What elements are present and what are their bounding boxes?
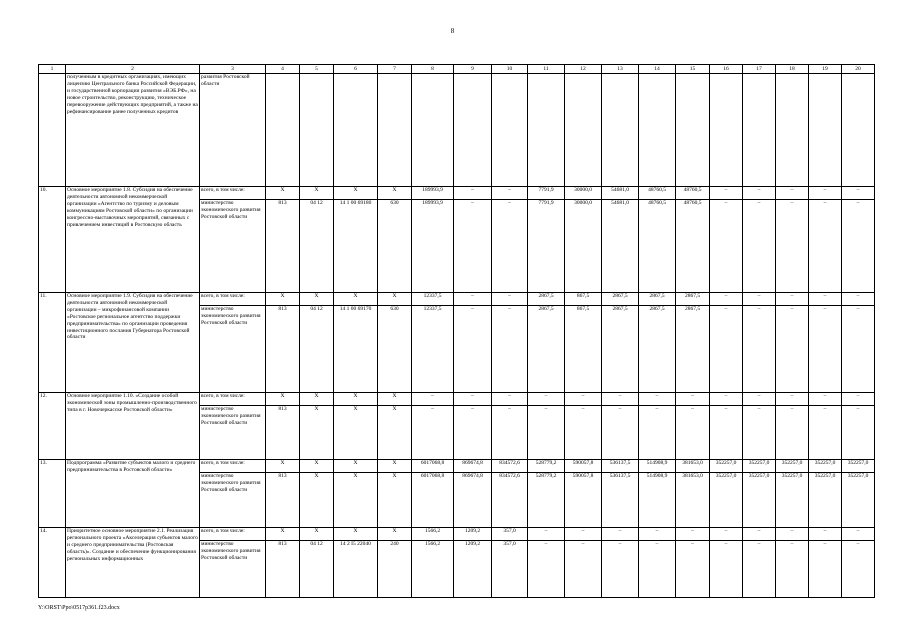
value-cell: X: [266, 393, 300, 406]
value-cell: –: [602, 406, 639, 460]
header-cell: 20: [842, 65, 875, 74]
value-cell: 2867,5: [676, 293, 710, 306]
value-cell: 630: [378, 200, 412, 293]
value-cell: –: [842, 406, 875, 460]
value-cell: 14 1 00 69170: [334, 306, 378, 393]
value-cell: –: [639, 541, 676, 598]
value-cell: X: [266, 187, 300, 200]
value-cell: –: [842, 393, 875, 406]
measure-name-cell: Основное мероприятие 1.10. «Создание особой экономической зоны промышленно-производственного типа в г. Новочеркасске Ростовской области»: [66, 393, 200, 460]
value-cell: 30000,0: [565, 187, 602, 200]
value-cell: X: [300, 473, 334, 528]
value-cell: 48760,5: [676, 200, 710, 293]
row-number-cell: 12.: [39, 393, 66, 460]
value-cell: X: [334, 293, 378, 306]
header-cell: 6: [334, 65, 378, 74]
value-cell: –: [776, 528, 809, 541]
value-cell: 813: [266, 200, 300, 293]
value-cell: 2867,5: [639, 293, 676, 306]
value-cell: –: [492, 406, 528, 460]
value-cell: [842, 74, 875, 187]
value-cell: –: [639, 406, 676, 460]
value-cell: 867,5: [565, 306, 602, 393]
value-cell: 528779,2: [528, 460, 565, 473]
table-row: [39, 393, 875, 406]
header-cell: 8: [412, 65, 454, 74]
header-cell: 13: [602, 65, 639, 74]
value-cell: –: [743, 306, 776, 393]
value-cell: 381653,0: [676, 473, 710, 528]
value-cell: 352257,0: [809, 473, 842, 528]
executor-cell: министерство экономического развития Ростовской области: [200, 200, 266, 293]
row-number-cell: 10.: [39, 187, 66, 293]
value-cell: 2867,5: [676, 306, 710, 393]
value-cell: X: [300, 460, 334, 473]
header-cell: 1: [39, 65, 66, 74]
value-cell: 6017068,8: [412, 460, 454, 473]
value-cell: –: [565, 528, 602, 541]
executor-cell: всего, в том числе:: [200, 528, 266, 541]
value-cell: –: [454, 306, 492, 393]
value-cell: –: [454, 293, 492, 306]
value-cell: –: [454, 200, 492, 293]
value-cell: 48760,5: [676, 187, 710, 200]
value-cell: 590057,8: [565, 473, 602, 528]
value-cell: –: [776, 200, 809, 293]
value-cell: –: [528, 541, 565, 598]
value-cell: –: [776, 187, 809, 200]
value-cell: X: [378, 187, 412, 200]
value-cell: 528779,2: [528, 473, 565, 528]
header-cell: 4: [266, 65, 300, 74]
value-cell: –: [565, 406, 602, 460]
value-cell: –: [565, 541, 602, 598]
value-cell: 536137,5: [602, 473, 639, 528]
header-cell: 15: [676, 65, 710, 74]
row-number-cell: 14.: [39, 528, 66, 598]
measure-name-cell: полученным в кредитных организациях, имеющих лицензию Центрального банка Российской Федерации, и государственной корпорации развития «ВЭБ.РФ», на новое строительство, реконструкцию, техническое перевооружение действующих предприятий, а также на рефинансирование ранее полученных кредитов: [66, 74, 200, 187]
value-cell: [565, 74, 602, 187]
value-cell: –: [639, 393, 676, 406]
value-cell: –: [602, 528, 639, 541]
value-cell: 240: [378, 541, 412, 598]
value-cell: 189993,9: [412, 187, 454, 200]
value-cell: –: [776, 406, 809, 460]
value-cell: 357,0: [492, 528, 528, 541]
value-cell: 869674,8: [454, 460, 492, 473]
value-cell: –: [528, 393, 565, 406]
value-cell: 352257,0: [710, 473, 743, 528]
value-cell: –: [454, 187, 492, 200]
executor-cell: министерство экономического развития Ростовской области: [200, 306, 266, 393]
table-row: [39, 187, 875, 200]
value-cell: –: [776, 393, 809, 406]
value-cell: X: [334, 460, 378, 473]
value-cell: –: [842, 528, 875, 541]
executor-cell: министерство экономического развития Ростовской области: [200, 406, 266, 460]
header-cell: 11: [528, 65, 565, 74]
value-cell: –: [412, 393, 454, 406]
value-cell: –: [412, 406, 454, 460]
header-cell: 3: [200, 65, 266, 74]
value-cell: 381653,0: [676, 460, 710, 473]
value-cell: –: [743, 187, 776, 200]
executor-cell: министерство экономического развития Ростовской области: [200, 473, 266, 528]
value-cell: X: [334, 406, 378, 460]
value-cell: X: [378, 393, 412, 406]
header-cell: 10: [492, 65, 528, 74]
measure-name-cell: Подпрограмма «Развитие субъектов малого и среднего предпринимательства в Ростовской области»: [66, 460, 200, 528]
value-cell: X: [378, 406, 412, 460]
value-cell: 12337,5: [412, 306, 454, 393]
value-cell: –: [743, 406, 776, 460]
value-cell: 834572,6: [492, 473, 528, 528]
value-cell: 352257,0: [710, 460, 743, 473]
value-cell: 590057,8: [565, 460, 602, 473]
value-cell: [334, 74, 378, 187]
value-cell: [454, 74, 492, 187]
budget-table: [38, 64, 875, 598]
value-cell: [710, 74, 743, 187]
value-cell: –: [676, 393, 710, 406]
value-cell: X: [378, 460, 412, 473]
row-number-cell: 13.: [39, 460, 66, 528]
value-cell: –: [776, 306, 809, 393]
value-cell: –: [492, 306, 528, 393]
page-number: 8: [450, 27, 455, 35]
value-cell: –: [776, 293, 809, 306]
value-cell: X: [334, 473, 378, 528]
value-cell: 6017068,8: [412, 473, 454, 528]
value-cell: 1209,2: [454, 528, 492, 541]
value-cell: 813: [266, 306, 300, 393]
table-row: [39, 293, 875, 306]
value-cell: X: [300, 293, 334, 306]
value-cell: –: [710, 187, 743, 200]
executor-cell: министерство экономического развития Ростовской области: [200, 541, 266, 598]
value-cell: –: [710, 200, 743, 293]
value-cell: –: [492, 187, 528, 200]
value-cell: 813: [266, 473, 300, 528]
executor-cell: всего, в том числе:: [200, 187, 266, 200]
value-cell: 2867,5: [602, 306, 639, 393]
value-cell: 2867,5: [528, 306, 565, 393]
value-cell: –: [492, 393, 528, 406]
value-cell: 7791,9: [528, 200, 565, 293]
header-cell: 19: [809, 65, 842, 74]
value-cell: 04 12: [300, 200, 334, 293]
value-cell: 1566,2: [412, 528, 454, 541]
table-body: [39, 74, 875, 598]
executor-cell: развития Ростовской области: [200, 74, 266, 187]
value-cell: 514908,9: [639, 473, 676, 528]
value-cell: X: [334, 528, 378, 541]
value-cell: X: [266, 293, 300, 306]
measure-name-cell: Основное мероприятие 1.9. Субсидия на обеспечение деятельности автономной некоммерческой организации – микрофинансовой компании «Ростовское региональное агентство поддержки предпринимательства» по организации проведения инвестиционного послания Губернатора Ростовской области: [66, 293, 200, 393]
header-row: [39, 65, 875, 74]
value-cell: –: [809, 306, 842, 393]
value-cell: 514908,9: [639, 460, 676, 473]
value-cell: –: [710, 541, 743, 598]
value-cell: [639, 74, 676, 187]
value-cell: [776, 74, 809, 187]
header-cell: 17: [743, 65, 776, 74]
value-cell: –: [842, 187, 875, 200]
value-cell: –: [710, 406, 743, 460]
value-cell: 536137,5: [602, 460, 639, 473]
value-cell: 813: [266, 541, 300, 598]
value-cell: 30000,0: [565, 200, 602, 293]
table-row: [39, 460, 875, 473]
value-cell: –: [809, 406, 842, 460]
value-cell: [266, 74, 300, 187]
value-cell: 352257,0: [842, 473, 875, 528]
value-cell: –: [676, 406, 710, 460]
value-cell: 48760,5: [639, 200, 676, 293]
header-cell: 9: [454, 65, 492, 74]
value-cell: 352257,0: [776, 473, 809, 528]
value-cell: [300, 74, 334, 187]
measure-name-cell: Основное мероприятие 1.8. Субсидия на обеспечение деятельности автономной некоммерческой организации «Агентство по туризму и деловым коммуникациям Ростовской области» по организации конгрессно-выставочных мероприятий, связанных с привлечением инвестиций в Ростовскую область: [66, 187, 200, 293]
value-cell: 04 12: [300, 541, 334, 598]
value-cell: X: [266, 528, 300, 541]
value-cell: X: [300, 406, 334, 460]
value-cell: –: [743, 293, 776, 306]
value-cell: [528, 74, 565, 187]
table-row: [39, 528, 875, 541]
header-cell: 14: [639, 65, 676, 74]
value-cell: 813: [266, 406, 300, 460]
header-cell: 12: [565, 65, 602, 74]
value-cell: –: [809, 293, 842, 306]
measure-name-cell: Приоритетное основное мероприятие 2.1. Реализация регионального проекта «Акселерация субъектов малого и среднего предпринимательства (Ростовская область)». Создание и обеспечение функционирования региональных информационных: [66, 528, 200, 598]
executor-cell: всего, в том числе:: [200, 293, 266, 306]
value-cell: [378, 74, 412, 187]
value-cell: X: [300, 393, 334, 406]
value-cell: –: [710, 306, 743, 393]
value-cell: –: [809, 393, 842, 406]
value-cell: 189993,9: [412, 200, 454, 293]
value-cell: –: [710, 293, 743, 306]
header-cell: 2: [66, 65, 200, 74]
value-cell: 352257,0: [842, 460, 875, 473]
table-row-continued: [39, 74, 875, 187]
value-cell: 2867,5: [602, 293, 639, 306]
value-cell: X: [378, 473, 412, 528]
header-cell: 5: [300, 65, 334, 74]
value-cell: 1566,2: [412, 541, 454, 598]
value-cell: –: [639, 528, 676, 541]
value-cell: –: [809, 200, 842, 293]
value-cell: –: [565, 393, 602, 406]
value-cell: [743, 74, 776, 187]
value-cell: 2867,5: [528, 293, 565, 306]
value-cell: –: [454, 406, 492, 460]
value-cell: 12337,5: [412, 293, 454, 306]
value-cell: –: [743, 200, 776, 293]
header-cell: 16: [710, 65, 743, 74]
row-number-cell: [39, 74, 66, 187]
value-cell: –: [842, 200, 875, 293]
value-cell: –: [602, 393, 639, 406]
value-cell: 48760,5: [639, 187, 676, 200]
value-cell: 630: [378, 306, 412, 393]
value-cell: –: [492, 293, 528, 306]
value-cell: [492, 74, 528, 187]
value-cell: 352257,0: [743, 460, 776, 473]
value-cell: 54681,0: [602, 187, 639, 200]
value-cell: 1209,2: [454, 541, 492, 598]
value-cell: –: [842, 306, 875, 393]
executor-cell: всего, в том числе:: [200, 460, 266, 473]
footer-path: Y:\ORST\Ppo\0517p361.f23.docx: [38, 605, 120, 611]
value-cell: –: [454, 393, 492, 406]
value-cell: X: [300, 528, 334, 541]
value-cell: 867,5: [565, 293, 602, 306]
value-cell: [602, 74, 639, 187]
value-cell: 14 1 00 69180: [334, 200, 378, 293]
value-cell: –: [528, 528, 565, 541]
value-cell: –: [602, 541, 639, 598]
value-cell: 352257,0: [776, 460, 809, 473]
value-cell: 357,0: [492, 541, 528, 598]
value-cell: –: [710, 393, 743, 406]
executor-cell: всего, в том числе:: [200, 393, 266, 406]
value-cell: –: [743, 541, 776, 598]
value-cell: –: [492, 200, 528, 293]
value-cell: [412, 74, 454, 187]
value-cell: [676, 74, 710, 187]
value-cell: X: [378, 528, 412, 541]
value-cell: –: [809, 528, 842, 541]
header-cell: 7: [378, 65, 412, 74]
value-cell: X: [266, 460, 300, 473]
value-cell: 04 12: [300, 306, 334, 393]
value-cell: X: [378, 293, 412, 306]
value-cell: X: [334, 393, 378, 406]
value-cell: 14 2 I5 22040: [334, 541, 378, 598]
value-cell: 2867,5: [639, 306, 676, 393]
value-cell: –: [743, 528, 776, 541]
value-cell: –: [809, 541, 842, 598]
value-cell: X: [300, 187, 334, 200]
value-cell: X: [334, 187, 378, 200]
value-cell: –: [809, 187, 842, 200]
header-cell: 18: [776, 65, 809, 74]
value-cell: 834572,6: [492, 460, 528, 473]
value-cell: 7791,9: [528, 187, 565, 200]
row-number-cell: 11.: [39, 293, 66, 393]
value-cell: 54681,0: [602, 200, 639, 293]
value-cell: [809, 74, 842, 187]
value-cell: –: [676, 541, 710, 598]
value-cell: –: [842, 541, 875, 598]
value-cell: –: [776, 541, 809, 598]
value-cell: 869674,8: [454, 473, 492, 528]
value-cell: 352257,0: [809, 460, 842, 473]
value-cell: –: [842, 293, 875, 306]
value-cell: –: [743, 393, 776, 406]
value-cell: –: [676, 528, 710, 541]
value-cell: 352257,0: [743, 473, 776, 528]
value-cell: –: [710, 528, 743, 541]
value-cell: –: [528, 406, 565, 460]
